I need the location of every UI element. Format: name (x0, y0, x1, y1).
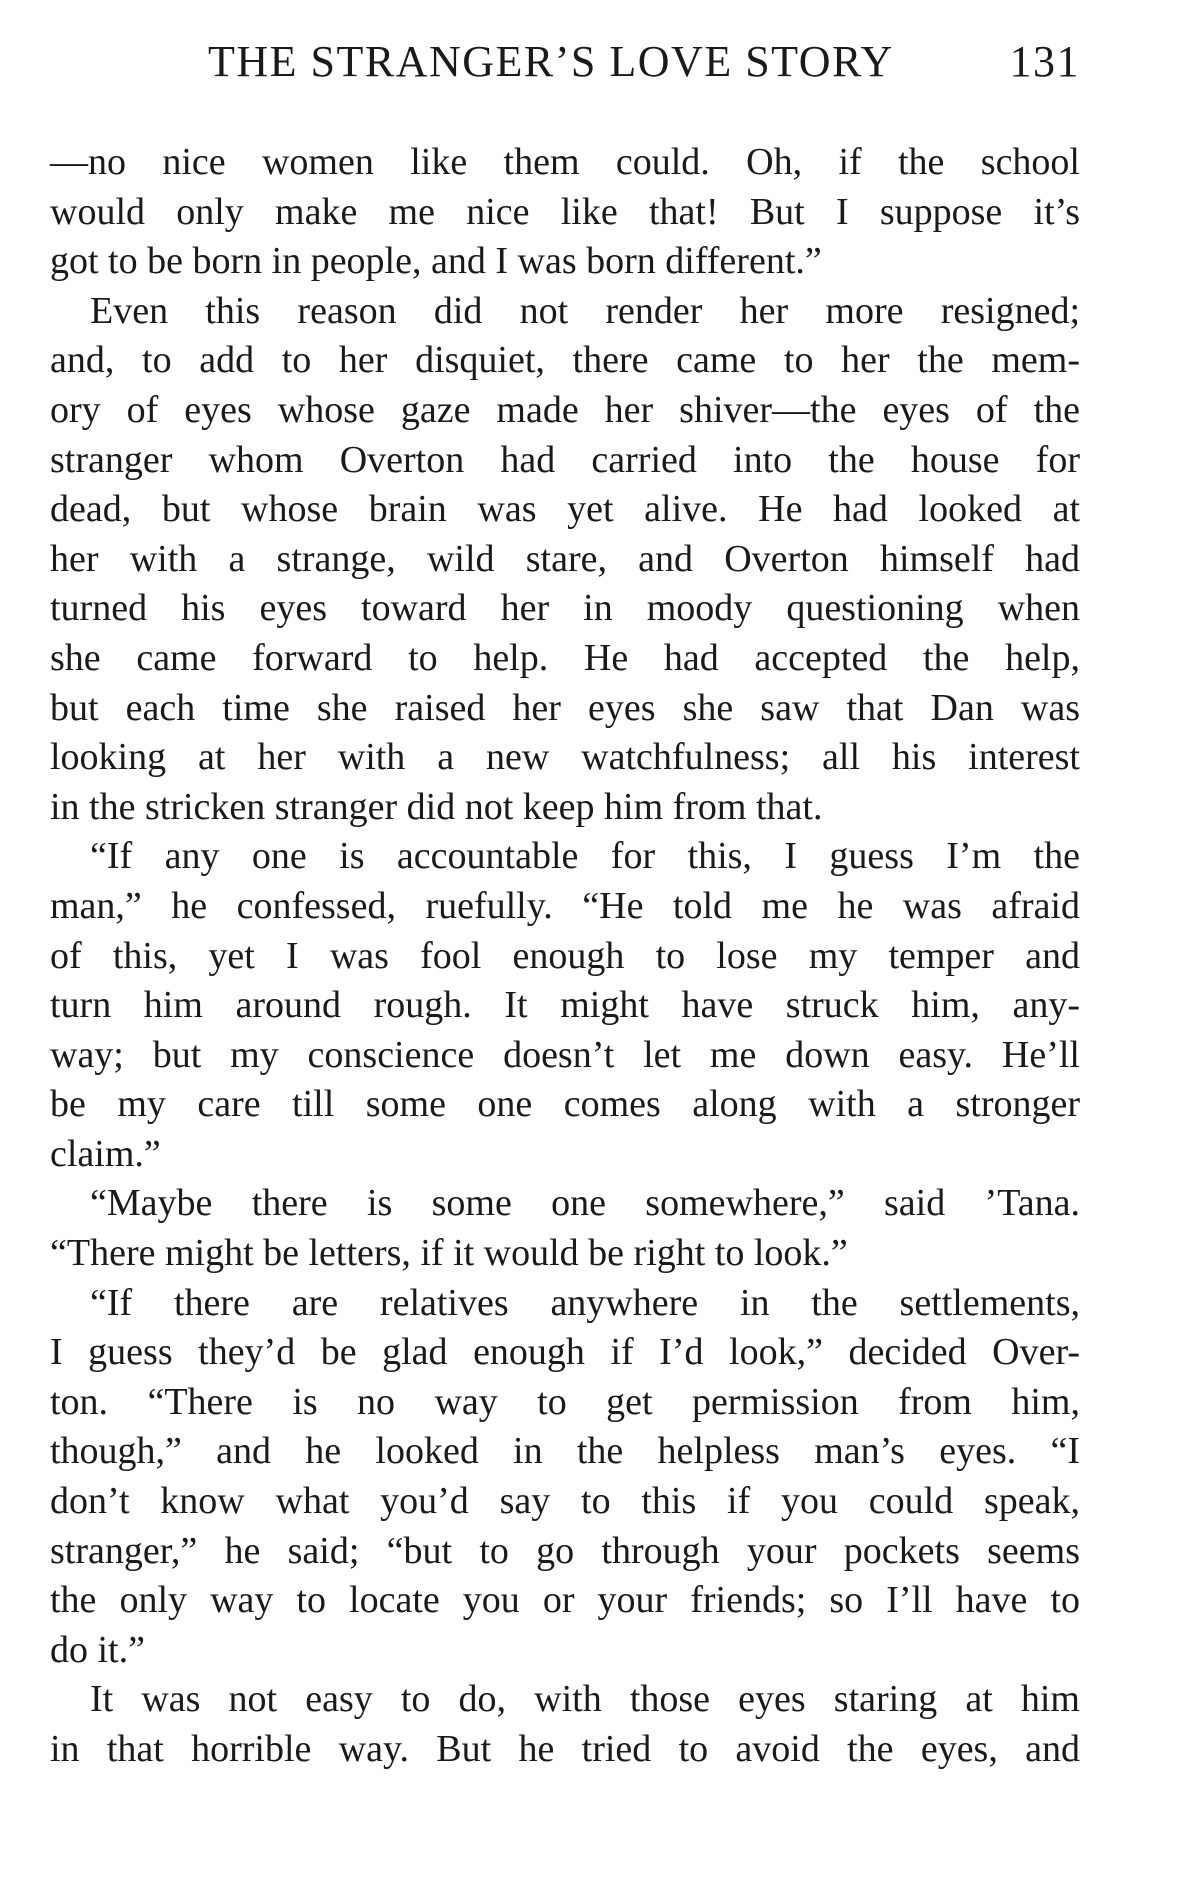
text-line: in that horrible way. But he tried to avoid the eyes, and (50, 1728, 1080, 1770)
text-line: ory of eyes whose gaze made her shiver—the eyes of the (50, 388, 1080, 431)
text-line: —no nice women like them could. Oh, if the school (50, 141, 1080, 183)
text-line: way; but my conscience doesn’t let me down easy. He’ll (50, 1033, 1080, 1076)
text-line: claim.” (50, 1132, 161, 1175)
text-line: dead, but whose brain was yet alive. He had looked at (50, 488, 1080, 531)
text-line: but each time she raised her eyes she saw that Dan was (50, 686, 1080, 729)
text-line: “If there are relatives anywhere in the settlements, (90, 1281, 1080, 1324)
text-line: “Maybe there is some one somewhere,” said ’Tana. (90, 1182, 1080, 1225)
text-line: and, to add to her disquiet, there came to her the mem- (50, 339, 1080, 382)
text-line: It was not easy to do, with those eyes staring at him (90, 1678, 1080, 1721)
text-line: got to be born in people, and I was born different.” (50, 240, 822, 283)
text-line: she came forward to help. He had accepted the help, (50, 636, 1080, 679)
text-line: “If any one is accountable for this, I guess I’m the (90, 835, 1080, 878)
text-line: man,” he confessed, ruefully. “He told me he was afraid (50, 884, 1080, 927)
text-line: don’t know what you’d say to this if you could speak, (50, 1480, 1080, 1523)
text-line: though,” and he looked in the helpless man’s eyes. “I (50, 1430, 1080, 1473)
text-line: in the stricken stranger did not keep him from that. (50, 785, 823, 828)
text-line: the only way to locate you or your friends; so I’ll have to (50, 1579, 1080, 1622)
body-text (50, 138, 1080, 1775)
text-line: I guess they’d be glad enough if I’d look,” decided Over- (50, 1331, 1080, 1374)
text-line: would only make me nice like that! But I suppose it’s (50, 190, 1080, 233)
text-line: Even this reason did not render her more resigned; (90, 289, 1080, 332)
text-line: do it.” (50, 1628, 145, 1671)
text-line: ton. “There is no way to get permission from him, (50, 1380, 1080, 1423)
text-line: be my care till some one comes along with a stronger (50, 1083, 1080, 1126)
text-line: turned his eyes toward her in moody questioning when (50, 587, 1080, 630)
text-line: stranger whom Overton had carried into the house for (50, 438, 1080, 481)
text-line: stranger,” he said; “but to go through your pockets seems (50, 1529, 1080, 1572)
text-line: looking at her with a new watchfulness; all his interest (50, 736, 1080, 779)
page-number: 131 (1009, 37, 1080, 86)
text-line: her with a strange, wild stare, and Overton himself had (50, 537, 1080, 580)
text-line: “There might be letters, if it would be right to look.” (50, 1232, 848, 1275)
text-line: of this, yet I was fool enough to lose my temper and (50, 934, 1080, 977)
running-head (200, 36, 1080, 96)
running-title: THE STRANGER’S LOVE STORY (208, 37, 894, 86)
text-line: turn him around rough. It might have struck him, any- (50, 984, 1080, 1027)
